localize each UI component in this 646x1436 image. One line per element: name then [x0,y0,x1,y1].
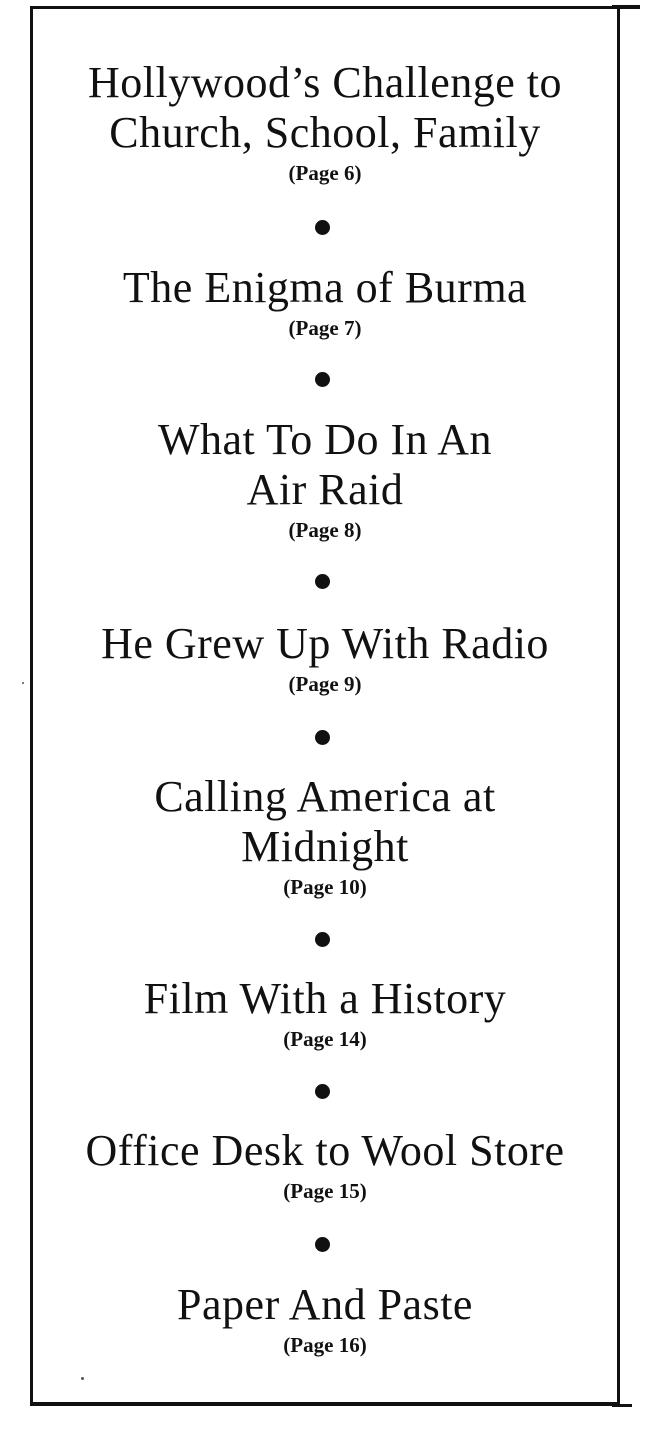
bullet-separator [315,1084,330,1099]
bottom-rule [612,1404,632,1407]
entry-title: The Enigma of Burma [122,263,528,312]
bullet-separator [315,220,330,235]
entry-title: What To Do In An Air Raid [157,415,493,514]
entry-title: He Grew Up With Radio [101,619,549,668]
bullet-separator [315,932,330,947]
entry-page-ref: (Page 10) [283,875,367,899]
entry-page-ref: (Page 14) [283,1027,367,1051]
bullet-separator [315,1237,330,1252]
entry-page-ref: (Page 7) [288,316,362,340]
contents-entry [33,263,617,341]
print-speck [22,682,24,684]
entry-title: Film With a History [143,974,507,1023]
entry-page-ref: (Page 8) [288,518,362,542]
contents-entry [33,1280,617,1358]
bullet-separator [315,574,330,589]
bullet-separator [315,372,330,387]
entry-title: Calling America at Midnight [154,772,496,871]
bullet-separator [315,730,330,745]
contents-entry [33,772,617,900]
print-speck [81,1377,84,1380]
top-rule [612,5,640,9]
contents-entry [33,619,617,697]
contents-entry [33,415,617,543]
entry-title: Office Desk to Wool Store [85,1126,565,1175]
contents-entry [33,1126,617,1204]
entry-page-ref: (Page 16) [283,1333,367,1357]
contents-entry [33,58,617,186]
entry-title: Hollywood’s Challenge to Church, School, Family [88,58,562,157]
entry-title: Paper And Paste [177,1280,473,1329]
entry-page-ref: (Page 6) [288,161,362,185]
contents-entry [33,974,617,1052]
entry-page-ref: (Page 9) [288,672,362,696]
entry-page-ref: (Page 15) [283,1179,367,1203]
